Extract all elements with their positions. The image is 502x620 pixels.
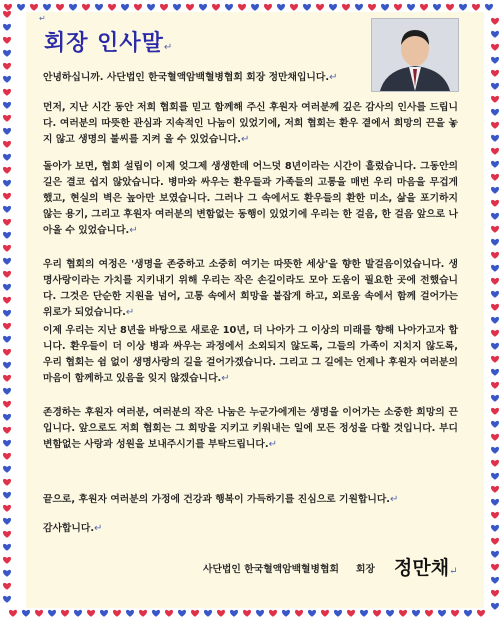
heart-icon <box>491 421 499 428</box>
heart-icon <box>173 4 181 11</box>
heart-icon <box>3 388 11 395</box>
heart-icon <box>3 323 11 330</box>
heart-icon <box>225 4 233 11</box>
heart-icon <box>113 610 121 617</box>
heart-icon <box>420 4 428 11</box>
heart-icon <box>3 180 11 187</box>
heart-icon <box>491 161 499 168</box>
heart-icon <box>491 590 499 597</box>
heart-icon <box>491 109 499 116</box>
heart-icon <box>3 531 11 538</box>
heart-icon <box>3 141 11 148</box>
heart-icon <box>3 466 11 473</box>
heart-icon <box>134 4 142 11</box>
heart-icon <box>342 4 350 11</box>
heart-icon <box>277 4 285 11</box>
heart-icon <box>491 408 499 415</box>
body-paragraph: 이제 우리는 지난 8년을 바탕으로 새로운 10년, 더 나아가 그 이상의 미래를 향해 나아가고자 합니다. 환우들이 더 이상 병과 싸우는 과정에서 소외되지 않도록, 그들의 가족이 지치지 않도록, 우리 협회는 쉼 없이 생명사랑의 길을 걸어가겠습니다. 그리고 그 길에는 언제나 후원자 여러분의 마음이 함께하고 있음을 잊지 않겠습니다.↵ <box>43 325 458 384</box>
heart-icon <box>147 4 155 11</box>
heart-icon <box>3 102 11 109</box>
heart-icon <box>491 44 499 51</box>
heart-icon <box>308 610 316 617</box>
heart-icon <box>178 610 186 617</box>
heart-icon <box>3 440 11 447</box>
heart-icon <box>491 96 499 103</box>
heart-icon <box>491 278 499 285</box>
heart-icon <box>230 610 238 617</box>
heart-icon <box>491 330 499 337</box>
heart-icon <box>491 603 499 610</box>
heart-icon <box>3 258 11 265</box>
heart-icon <box>3 544 11 551</box>
heart-icon <box>491 187 499 194</box>
heart-icon <box>3 492 11 499</box>
heart-icon <box>491 499 499 506</box>
heart-icon <box>491 356 499 363</box>
heart-icon <box>295 610 303 617</box>
heart-icon <box>491 291 499 298</box>
heart-icon <box>269 610 277 617</box>
heart-icon <box>3 11 11 18</box>
heart-icon <box>491 213 499 220</box>
heart-icon <box>386 610 394 617</box>
signature-role: 회장 <box>355 564 375 575</box>
heart-icon <box>191 610 199 617</box>
body-paragraph: 우리 협회의 여정은 '생명을 존중하고 소중히 여기는 따뜻한 세상'을 향한 발걸음이었습니다. 생명사랑이라는 가치를 지키내기 위해 우리는 작은 손길이라도 모아 도움이 필요한 곳에 전했습니다. 그것은 단순한 지원을 넘어, 고통 속에서 희망을 붙잡게 하고, 외로움 속에서 함께 걸어가는 위로가 되었습니다.↵ <box>43 259 458 318</box>
signature-line <box>203 561 375 575</box>
thanks-paragraph: 감사합니다.↵ <box>43 523 103 534</box>
heart-icon <box>160 4 168 11</box>
heart-icon <box>74 610 82 617</box>
heart-icon <box>446 4 454 11</box>
heart-icon <box>491 447 499 454</box>
heart-icon <box>152 610 160 617</box>
heart-icon <box>491 434 499 441</box>
body-paragraph: 먼저, 지난 시간 동안 저희 협회를 믿고 함께해 주신 후원자 여러분께 깊은 감사의 인사를 드립니다. 여러분의 따뜻한 관심과 지속적인 나눔이 있었기에, 저희 협회는 환우 곁에서 희망의 끈을 놓지 않고 생명의 불씨를 지켜 올 수 있었습니다.↵ <box>43 102 458 145</box>
signature-org: 사단법인 한국혈액암백혈병협회 <box>203 564 339 575</box>
heart-icon <box>491 395 499 402</box>
heart-icon <box>438 610 446 617</box>
heart-icon <box>256 610 264 617</box>
heart-icon <box>48 610 56 617</box>
signature-name: 정만채↵ <box>394 557 458 579</box>
heart-icon <box>491 564 499 571</box>
heart-icon <box>3 50 11 57</box>
heart-icon <box>491 200 499 207</box>
heart-icon <box>243 610 251 617</box>
heart-icon <box>491 70 499 77</box>
heart-icon <box>491 304 499 311</box>
heart-icon <box>3 89 11 96</box>
heart-icon <box>238 4 246 11</box>
heart-icon <box>477 610 485 617</box>
heart-icon <box>472 4 480 11</box>
heart-icon <box>126 610 134 617</box>
heart-icon <box>355 4 363 11</box>
heart-icon <box>316 4 324 11</box>
heart-icon <box>491 317 499 324</box>
heart-icon <box>491 135 499 142</box>
heart-icon <box>3 518 11 525</box>
heart-icon <box>491 83 499 90</box>
heart-icon <box>334 610 342 617</box>
heart-icon <box>3 583 11 590</box>
heart-icon <box>30 4 38 11</box>
heart-icon <box>4 4 12 11</box>
heart-icon <box>204 610 212 617</box>
body-paragraph: 돌아가 보면, 협회 설립이 이제 엊그제 생생한데 어느덧 8년이라는 시간이 흘렀습니다. 그동안의 길은 결코 쉽지 않았습니다. 병마와 싸우는 환우들과 가족들의 고통을 매번 우리 마음을 무겁게 했고, 현실의 벽은 높아만 보였습니다. 그러나 그 속에서도 환우들의 환한 미소, 삶을 포기하지 않는 용기, 그리고 후원자 여러분의 변함없는 동행이 있었기에 우리는 한 걸음, 한 걸음 앞으로 나아올 수 있었습니다.↵ <box>43 161 458 236</box>
heart-icon <box>491 18 499 25</box>
heart-icon <box>22 610 30 617</box>
page-title: 회장 인사말↵ <box>44 31 174 56</box>
heart-icon <box>35 610 43 617</box>
heart-icon <box>3 375 11 382</box>
heart-icon <box>381 4 389 11</box>
heart-icon <box>464 610 472 617</box>
heart-icon <box>491 57 499 64</box>
heart-icon <box>61 610 69 617</box>
heart-icon <box>3 128 11 135</box>
heart-icon <box>9 610 17 617</box>
heart-icon <box>3 297 11 304</box>
heart-icon <box>3 479 11 486</box>
heart-icon <box>425 610 433 617</box>
heart-icon <box>491 460 499 467</box>
heart-icon <box>491 226 499 233</box>
heart-icon <box>3 154 11 161</box>
heart-icon <box>100 610 108 617</box>
heart-icon <box>95 4 103 11</box>
heart-icon <box>491 473 499 480</box>
heart-icon <box>121 4 129 11</box>
heart-icon <box>491 577 499 584</box>
heart-icon <box>3 310 11 317</box>
heart-icon <box>491 148 499 155</box>
heart-icon <box>251 4 259 11</box>
heart-icon <box>347 610 355 617</box>
heart-icon <box>3 414 11 421</box>
closing-paragraph: 끝으로, 후원자 여러분의 가정에 건강과 행복이 가득하기를 진심으로 기원합니다.↵ <box>43 494 399 505</box>
heart-icon <box>3 557 11 564</box>
heart-icon <box>399 610 407 617</box>
heart-icon <box>212 4 220 11</box>
heart-icon <box>3 24 11 31</box>
heart-icon <box>290 4 298 11</box>
heart-icon <box>451 610 459 617</box>
heart-icon <box>491 551 499 558</box>
heart-icon <box>491 122 499 129</box>
heart-icon <box>82 4 90 11</box>
paragraph-mark-icon: ↵ <box>39 14 46 23</box>
heart-icon <box>491 265 499 272</box>
heart-icon <box>17 4 25 11</box>
greeting-paragraph: 안녕하십니까. 사단법인 한국혈액암백혈병협회 회장 정만채입니다.↵ <box>43 72 338 83</box>
heart-icon <box>3 505 11 512</box>
heart-icon <box>165 610 173 617</box>
heart-icon <box>3 362 11 369</box>
heart-icon <box>303 4 311 11</box>
heart-icon <box>3 570 11 577</box>
heart-icon <box>56 4 64 11</box>
heart-icon <box>3 76 11 83</box>
heart-icon <box>3 115 11 122</box>
heart-icon <box>491 174 499 181</box>
heart-icon <box>69 4 77 11</box>
heart-icon <box>3 271 11 278</box>
heart-icon <box>491 252 499 259</box>
heart-icon <box>491 239 499 246</box>
heart-icon <box>459 4 467 11</box>
body-paragraph: 존경하는 후원자 여러분, 여러분의 작은 나눔은 누군가에게는 생명을 이어가는 소중한 희망의 끈입니다. 앞으로도 저희 협회는 그 희망을 지키고 키워내는 일에 모든 정성을 다할 것입니다. 부디 변함없는 사랑과 성원을 보내주시기를 부탁드립니다.↵ <box>43 407 458 450</box>
heart-icon <box>3 284 11 291</box>
heart-icon <box>491 486 499 493</box>
heart-icon <box>412 610 420 617</box>
heart-icon <box>491 512 499 519</box>
heart-icon <box>3 193 11 200</box>
heart-icon <box>139 610 147 617</box>
heart-icon <box>329 4 337 11</box>
heart-icon <box>199 4 207 11</box>
heart-icon <box>360 610 368 617</box>
heart-icon <box>3 37 11 44</box>
heart-icon <box>3 427 11 434</box>
heart-icon <box>3 206 11 213</box>
heart-icon <box>485 4 493 11</box>
heart-icon <box>3 167 11 174</box>
heart-icon <box>373 610 381 617</box>
heart-icon <box>3 401 11 408</box>
heart-icon <box>491 369 499 376</box>
heart-icon <box>3 232 11 239</box>
heart-icon <box>282 610 290 617</box>
heart-icon <box>3 336 11 343</box>
heart-icon <box>217 610 225 617</box>
heart-icon <box>87 610 95 617</box>
heart-icon <box>43 4 51 11</box>
heart-icon <box>3 245 11 252</box>
heart-icon <box>491 538 499 545</box>
heart-icon <box>491 31 499 38</box>
heart-icon <box>321 610 329 617</box>
heart-icon <box>3 453 11 460</box>
heart-icon <box>407 4 415 11</box>
heart-icon <box>368 4 376 11</box>
heart-icon <box>491 382 499 389</box>
heart-icon <box>108 4 116 11</box>
heart-icon <box>186 4 194 11</box>
heart-icon <box>491 525 499 532</box>
heart-icon <box>3 63 11 70</box>
heart-icon <box>3 596 11 603</box>
heart-icon <box>3 349 11 356</box>
heart-icon <box>491 343 499 350</box>
heart-icon <box>264 4 272 11</box>
heart-icon <box>394 4 402 11</box>
heart-icon <box>433 4 441 11</box>
heart-icon <box>3 219 11 226</box>
